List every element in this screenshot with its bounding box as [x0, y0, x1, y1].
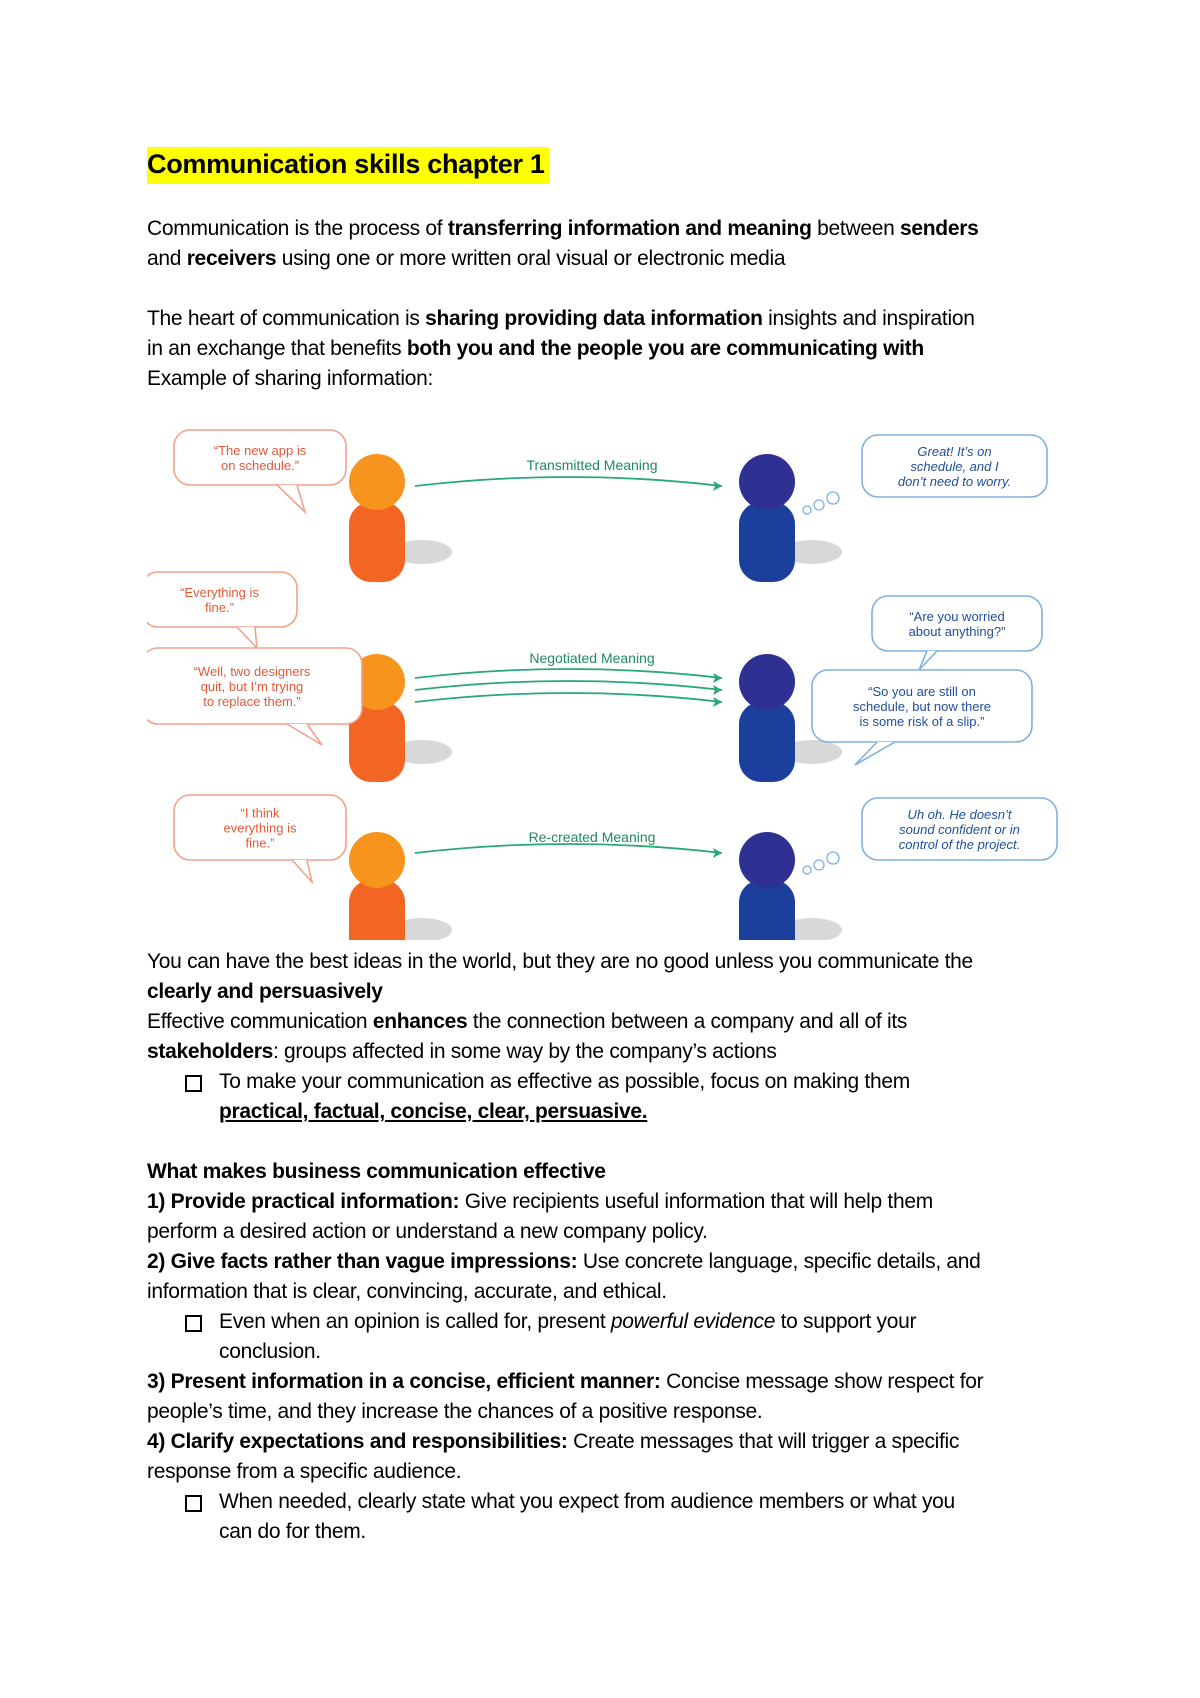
- text-run: Use concrete language, specific details, and: [577, 1250, 981, 1273]
- receiver-person-body: [739, 880, 795, 940]
- receiver-person-body: [739, 502, 795, 582]
- bubble-text: schedule, and I: [910, 459, 999, 474]
- text-run: Example of sharing information:: [147, 367, 434, 390]
- receiver-person-head: [739, 654, 795, 710]
- thought-dot-icon: [814, 500, 824, 510]
- text-run: The heart of communication is: [147, 307, 426, 330]
- sender-bubble-tail: [292, 860, 312, 882]
- text-run: Effective communication: [147, 1010, 373, 1033]
- text-run: conclusion.: [219, 1340, 321, 1363]
- text-run: When needed, clearly state what you expect from audience members or what you: [219, 1490, 955, 1513]
- bubble-text: “Are you worried: [909, 609, 1005, 624]
- communication-diagram: [147, 420, 1067, 940]
- bold-run: sharing providing data information: [425, 307, 763, 330]
- bold-run: receivers: [186, 247, 277, 270]
- text-run: Communication is the process of: [147, 217, 448, 240]
- checkbox-bullet-icon: [185, 1075, 202, 1092]
- receiver-bubble-tail: [855, 742, 895, 765]
- section-item-1: [147, 1187, 1077, 1247]
- ideas-paragraph: [147, 947, 1077, 1067]
- text-run: To make your communication as effective as possible, focus on making them: [219, 1070, 910, 1093]
- bold-run: transferring information and meaning: [447, 217, 812, 240]
- section-heading: [147, 1157, 1077, 1187]
- bold-run: clearly and persuasively: [147, 980, 383, 1003]
- bubble-text: schedule, but now there: [852, 699, 992, 714]
- definition-paragraph: [147, 214, 1077, 274]
- sender-person-head: [349, 832, 405, 888]
- bubble-text: “Everything is: [180, 585, 259, 600]
- bubble-text: “The new app is: [213, 443, 307, 458]
- heading-text: What makes business communication effective: [147, 1160, 606, 1183]
- text-run: using one or more written oral visual or electronic media: [276, 247, 786, 270]
- thought-dot-icon: [827, 852, 839, 864]
- bubble-text: control of the project.: [898, 837, 1021, 852]
- receiver-person-body: [739, 702, 795, 782]
- bullet-item: [185, 1307, 1065, 1367]
- sender-bubble-tail: [287, 724, 322, 745]
- bubble-text: about anything?”: [908, 624, 1006, 639]
- thought-dot-icon: [803, 866, 811, 874]
- bubble-text: everything is: [223, 820, 297, 836]
- bubble-text: to replace them.”: [203, 694, 301, 709]
- bubble-text: “Well, two designers: [193, 664, 311, 679]
- receiver-bubble-tail: [919, 651, 937, 670]
- text-run: to support your: [775, 1310, 917, 1333]
- italic-run: powerful evidence: [610, 1310, 776, 1333]
- checkbox-bullet-icon: [185, 1315, 202, 1332]
- text-run: the connection between a company and all of its: [467, 1010, 908, 1033]
- bubble-text: “I think: [240, 805, 280, 821]
- bubble-text: don’t need to worry.: [897, 474, 1012, 489]
- bold-run: enhances: [372, 1010, 468, 1033]
- bold-run: 2) Give facts rather than vague impressions:: [147, 1250, 578, 1273]
- text-run: perform a desired action or understand a new company policy.: [147, 1220, 708, 1243]
- section-item-4: [147, 1427, 1077, 1487]
- bubble-text: fine.”: [245, 835, 275, 851]
- section-item-3: [147, 1367, 1077, 1427]
- bubble-text: sound confident or in: [899, 822, 1020, 837]
- text-run: and: [147, 247, 187, 270]
- text-run: information that is clear, convincing, accurate, and ethical.: [147, 1280, 667, 1303]
- text-run: between: [811, 217, 900, 240]
- arrow-label: Negotiated Meaning: [529, 650, 655, 666]
- bubble-text: Uh oh. He doesn’t: [907, 807, 1012, 822]
- sender-bubble-tail: [237, 627, 257, 648]
- transmitted-arrow: [415, 477, 722, 486]
- text-run: Give recipients useful information that will help them: [459, 1190, 933, 1213]
- heart-paragraph: [147, 304, 1077, 394]
- recreated-arrow: [415, 844, 722, 853]
- negotiated-arrow: [415, 681, 722, 690]
- text-run: in an exchange that benefits: [147, 337, 407, 360]
- bold-run: 4) Clarify expectations and responsibilities:: [147, 1430, 568, 1453]
- text-run: : groups affected in some way by the company’s actions: [272, 1040, 777, 1063]
- bubble-text: quit, but I’m trying: [200, 679, 304, 694]
- bold-run: both you and the people you are communicating with: [406, 337, 924, 360]
- bubble-text: fine.”: [205, 600, 234, 615]
- text-run: insights and inspiration: [762, 307, 975, 330]
- text-run: Create messages that will trigger a specific: [567, 1430, 960, 1453]
- underlined-run: practical, factual, concise, clear, persuasive.: [219, 1100, 648, 1123]
- text-run: Even when an opinion is called for, present: [219, 1310, 611, 1333]
- thought-dot-icon: [803, 506, 811, 514]
- checkbox-bullet-icon: [185, 1495, 202, 1512]
- bullet-item: [185, 1067, 1065, 1127]
- receiver-person-head: [739, 832, 795, 888]
- negotiated-arrow: [415, 669, 722, 678]
- bold-run: 3) Present information in a concise, efficient manner:: [147, 1370, 661, 1393]
- text-run: people’s time, and they increase the chances of a positive response.: [147, 1400, 763, 1423]
- sender-person-head: [349, 454, 405, 510]
- bubble-text: is some risk of a slip.”: [859, 714, 985, 729]
- sender-bubble-tail: [277, 485, 305, 512]
- section-item-2: [147, 1247, 1077, 1307]
- page-title: Communication skills chapter 1: [147, 147, 549, 184]
- arrow-label: Re-created Meaning: [528, 829, 656, 845]
- thought-dot-icon: [814, 860, 824, 870]
- receiver-person-head: [739, 454, 795, 510]
- bold-run: stakeholders: [147, 1040, 273, 1063]
- bubble-text: Great! It’s on: [917, 444, 992, 459]
- bullet-item: [185, 1487, 1065, 1547]
- negotiated-arrow: [415, 693, 722, 702]
- bubble-text: on schedule.”: [220, 458, 300, 473]
- text-run: Concise message show respect for: [660, 1370, 984, 1393]
- text-run: response from a specific audience.: [147, 1460, 462, 1483]
- bubble-text: “So you are still on: [868, 684, 976, 699]
- text-run: You can have the best ideas in the world, but they are no good unless you communicate the: [147, 950, 973, 973]
- thought-dot-icon: [827, 492, 839, 504]
- sender-person-body: [349, 880, 405, 940]
- bold-run: senders: [900, 217, 979, 240]
- bold-run: 1) Provide practical information:: [147, 1190, 460, 1213]
- text-run: can do for them.: [219, 1520, 366, 1543]
- arrow-label: Transmitted Meaning: [526, 457, 658, 473]
- sender-person-body: [349, 502, 405, 582]
